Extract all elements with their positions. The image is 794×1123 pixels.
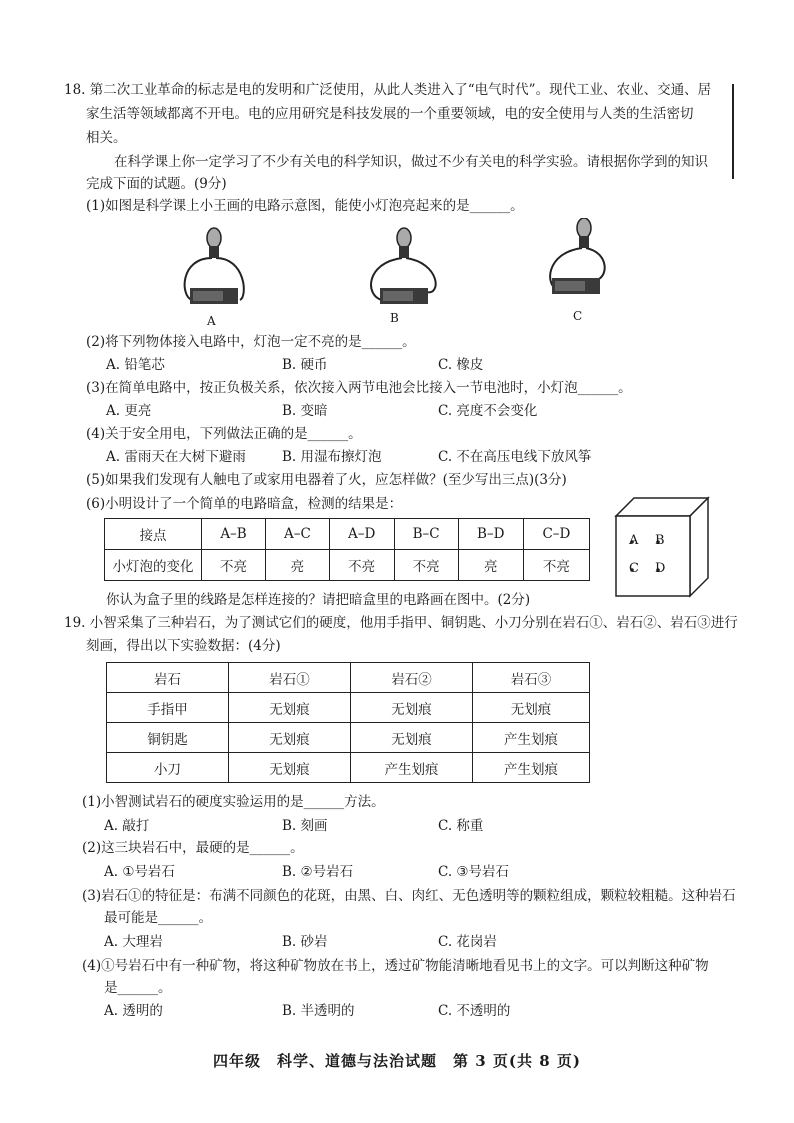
table-cell: 手指甲 — [107, 693, 229, 723]
q19-sub4-line1: (4)①号岩石中有一种矿物，将这种矿物放在书上，透过矿物能清晰地看见书上的文字。可以判断这种矿物 — [82, 958, 709, 974]
q18-sub3: (3)在简单电路中，按正负极关系，依次接入两节电池会比接入一节电池时，小灯泡______。 — [86, 380, 632, 396]
q19-sub3-line1: (3)岩石①的特征是：布满不同颜色的花斑，由黑、白、肉红、无色透明等的颗粒组成，颗粒较粗糙。这种岩石 — [82, 888, 736, 904]
q18-sub1: (1)如图是科学课上小王画的电路示意图，能使小灯泡亮起来的是______。 — [86, 198, 524, 214]
table-cell: 不亮 — [202, 550, 266, 581]
table-cell: 无划痕 — [351, 723, 473, 753]
rock-hardness-table — [106, 662, 590, 783]
q19-sub2: (2)这三块岩石中，最硬的是______。 — [82, 840, 304, 856]
table-cell: A–B — [202, 519, 266, 550]
table-cell: 产生划痕 — [473, 723, 590, 753]
table-cell: 不亮 — [394, 550, 458, 581]
q18-sub2: (2)将下列物体接入电路中，灯泡一定不亮的是______。 — [86, 334, 416, 350]
table-cell: 无划痕 — [351, 693, 473, 723]
table-cell: 岩石③ — [473, 663, 590, 693]
circuit-c — [550, 218, 605, 294]
q18-intro-1: 18. 第二次工业革命的标志是电的发明和广泛使用，从此人类进入了“电气时代”。现代工业、农业、交通、居 — [64, 82, 712, 98]
table-cell: 不亮 — [329, 550, 394, 581]
table-cell: A–D — [329, 519, 394, 550]
table-cell: 小刀 — [107, 753, 229, 783]
table-cell: 产生划痕 — [351, 753, 473, 783]
table-cell: 亮 — [266, 550, 330, 581]
margin-bar — [732, 84, 734, 179]
table-cell: 无划痕 — [473, 693, 590, 723]
table-row — [105, 550, 590, 581]
page-footer: 四年级 科学、道德与法治试题 第 3 页(共 8 页) — [213, 1052, 581, 1070]
q18-sub6: (6)小明设计了一个简单的电路暗盒，检测的结果是： — [86, 496, 403, 512]
table-cell: 岩石 — [107, 663, 229, 693]
q18-sub3-opt-a: A. 更亮 — [106, 403, 152, 419]
q18-sub4-opt-a: A. 雷雨天在大树下避雨 — [106, 449, 246, 465]
q19-sub2-opt-b: B. ②号岩石 — [282, 864, 354, 880]
box-label-a: A — [629, 533, 639, 548]
table-cell: 小灯泡的变化 — [105, 550, 202, 581]
table-row — [107, 693, 590, 723]
fig-label-a: A — [207, 314, 216, 328]
table-cell: 铜钥匙 — [107, 723, 229, 753]
table-cell: B–C — [394, 519, 458, 550]
q19-sub2-opt-a: A. ①号岩石 — [104, 864, 175, 880]
table-cell: B–D — [458, 519, 523, 550]
q18-sub4-opt-c: C. 不在高压电线下放风筝 — [438, 449, 592, 465]
circuit-b — [371, 228, 436, 304]
circuit-a — [185, 228, 244, 304]
q19-sub4-opt-b: B. 半透明的 — [282, 1003, 355, 1019]
table-row — [107, 663, 590, 693]
q19-sub1-opt-b: B. 刻画 — [282, 818, 328, 834]
q18-sub2-opt-c: C. 橡皮 — [438, 357, 484, 373]
table-cell: 无划痕 — [229, 753, 351, 783]
q18-intro-2: 家生活等领域都离不开电。电的应用研究是科技发展的一个重要领域，电的安全使用与人类的生活密切 — [86, 106, 694, 122]
fig-label-b: B — [390, 311, 399, 325]
q19-sub4-line2: 是______。 — [104, 980, 172, 996]
table-row — [107, 723, 590, 753]
table-cell: 接点 — [105, 519, 202, 550]
table-row — [107, 753, 590, 783]
q18-sub3-opt-c: C. 亮度不会变化 — [438, 403, 538, 419]
q18-intro-4: 在科学课上你一定学习了不少有关电的科学知识，做过不少有关电的科学实验。请根据你学到的知识 — [114, 154, 708, 170]
box-label-c: C — [629, 561, 639, 576]
table-row — [105, 519, 590, 550]
fig-label-c: C — [573, 309, 583, 323]
q19-sub3-line2: 最可能是______。 — [104, 910, 212, 926]
q18-sub4: (4)关于安全用电，下列做法正确的是______。 — [86, 426, 362, 442]
box-label-d: D — [655, 561, 666, 576]
table-cell: 无划痕 — [229, 693, 351, 723]
q19-sub4-opt-c: C. 不透明的 — [438, 1003, 511, 1019]
q19-sub1: (1)小智测试岩石的硬度实验运用的是______方法。 — [82, 794, 385, 810]
table-cell: 产生划痕 — [473, 753, 590, 783]
circuit-figure — [170, 218, 620, 318]
table-cell: 岩石② — [351, 663, 473, 693]
table-cell: 岩石① — [229, 663, 351, 693]
q19-intro-2: 刻画，得出以下实验数据：(4分) — [86, 638, 281, 654]
q18-sub5: (5)如果我们发现有人触电了或家用电器着了火，应怎样做？(至少写出三点)(3分) — [86, 472, 567, 488]
q19-sub4-opt-a: A. 透明的 — [104, 1003, 163, 1019]
table-cell: A–C — [266, 519, 330, 550]
q18-sub2-opt-b: B. 硬币 — [282, 357, 328, 373]
q18-intro-3: 相关。 — [86, 130, 127, 146]
q19-intro-1: 19. 小智采集了三种岩石，为了测试它们的硬度，他用手指甲、铜钥匙、小刀分别在岩石①、岩石②、岩石③进行 — [64, 615, 738, 631]
box-label-b: B — [655, 533, 665, 548]
table-cell: 无划痕 — [229, 723, 351, 753]
q19-sub3-opt-c: C. 花岗岩 — [438, 934, 497, 950]
q19-sub1-opt-a: A. 敲打 — [104, 818, 150, 834]
table-cell: 亮 — [458, 550, 523, 581]
q18-sub4-opt-b: B. 用湿布擦灯泡 — [282, 449, 382, 465]
q18-sub2-opt-a: A. 铅笔芯 — [106, 357, 165, 373]
q19-sub3-opt-a: A. 大理岩 — [104, 934, 163, 950]
circuit-test-table — [104, 518, 590, 581]
q18-sub3-opt-b: B. 变暗 — [282, 403, 328, 419]
q19-sub2-opt-c: C. ③号岩石 — [438, 864, 510, 880]
q19-sub3-opt-b: B. 砂岩 — [282, 934, 328, 950]
q18-intro-5: 完成下面的试题。(9分) — [86, 176, 227, 192]
q18-sub6-question: 你认为盒子里的线路是怎样连接的？请把暗盒里的电路画在图中。(2分) — [106, 592, 531, 608]
table-cell: C–D — [523, 519, 589, 550]
table-cell: 不亮 — [523, 550, 589, 581]
q19-sub1-opt-c: C. 称重 — [438, 818, 484, 834]
